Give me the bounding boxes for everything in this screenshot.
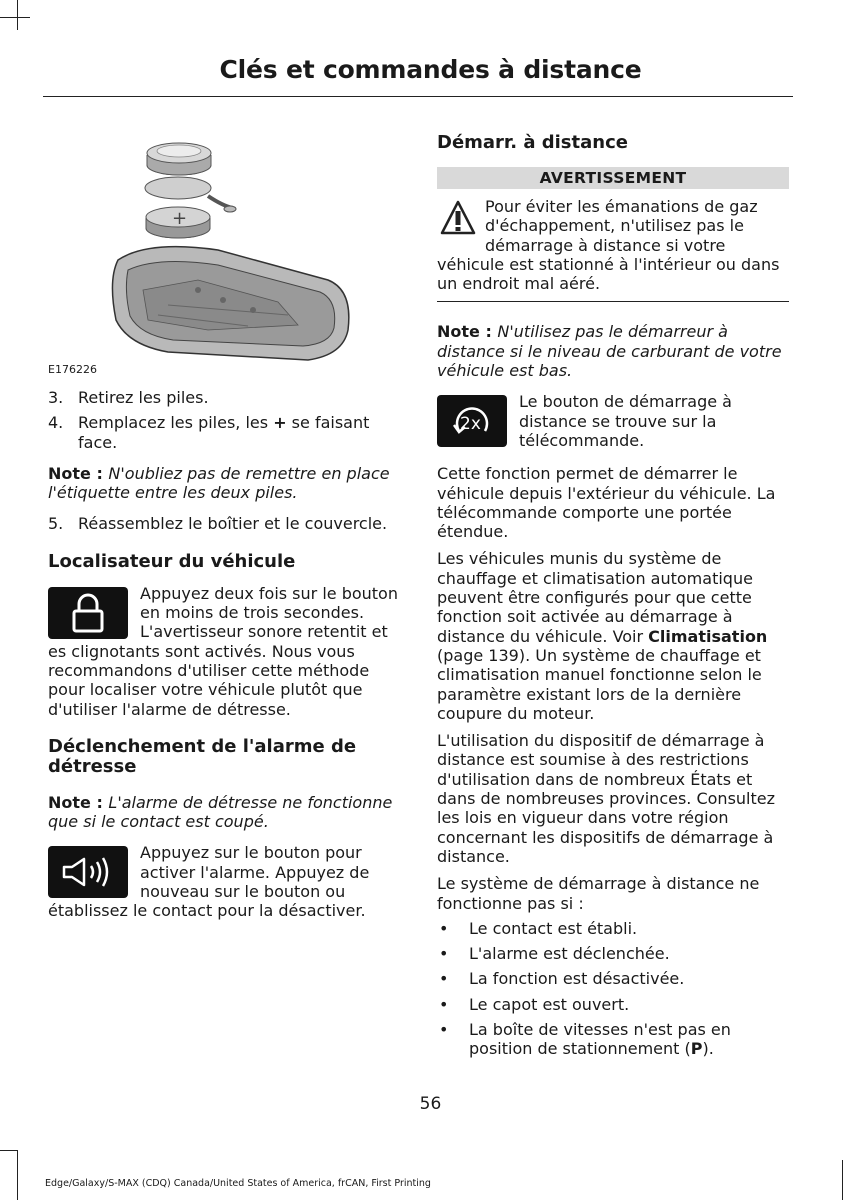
crop-mark <box>17 1150 18 1200</box>
warning-block <box>437 197 789 302</box>
paragraph: Cette fonction permet de démarrer le véhicule depuis l'extérieur du véhicule. La télécommande comporte une portée étendue. <box>437 464 776 542</box>
list-item: • Le contact est établi. <box>439 918 638 938</box>
crop-mark <box>842 1160 843 1200</box>
step-number: 4. <box>48 413 64 433</box>
warning-title: AVERTISSEMENT <box>437 167 789 189</box>
crop-mark <box>0 17 30 18</box>
remote-start-icon <box>437 395 507 447</box>
header-rule <box>43 96 793 97</box>
paragraph: L'utilisation du dispositif de démarrage à distance est soumise à des restrictions d'utilisation dans de nombreux États et dans de nombreuses provinces. Consultez les lois en vigueur dans votre région concernant les dispositifs de démarrage à distance. <box>437 731 776 866</box>
crop-mark <box>17 0 18 30</box>
list-item <box>48 388 403 407</box>
page-number: 56 <box>419 1094 442 1114</box>
note <box>48 793 403 832</box>
battery-figure <box>48 130 398 380</box>
note-text: N'utilisez pas le démarreur à distance si le niveau de carburant de votre véhicule est bas. <box>437 322 782 381</box>
page-title: Clés et commandes à distance <box>219 55 642 84</box>
note-text: N'oubliez pas de remettre en place l'étiquette entre les deux piles. <box>48 463 390 503</box>
right-column <box>437 133 789 1065</box>
step-number: 5. <box>48 514 64 534</box>
figure-label: E176226 <box>48 363 97 376</box>
paragraph: Les véhicules munis du système de chauffage et climatisation automatique peuvent être configurés pour que cette fonction soit activée au démarrage à distance du véhicule. Voir Climatisation (page 139). Un système de chauffage et climatisation manuel fonctionne selon le paramètre existant lors de la dernière coupure du moteur. <box>437 549 768 723</box>
horn-icon <box>48 846 128 898</box>
panic-block <box>48 843 403 920</box>
section-heading: Localisateur du véhicule <box>48 550 296 572</box>
svg-text:+: + <box>172 208 188 229</box>
step-number: 3. <box>48 388 64 407</box>
warning-triangle-icon <box>439 199 477 239</box>
crop-mark <box>0 1150 18 1151</box>
section-heading: Démarr. à distance <box>437 132 628 153</box>
note <box>437 322 789 380</box>
step-text: Remplacez les piles, les + se faisant face. <box>78 413 370 452</box>
locator-block <box>48 584 403 719</box>
step-text: Retirez les piles. <box>78 388 209 407</box>
left-column <box>48 388 403 921</box>
list-item: • L'alarme est déclenchée. <box>439 944 670 964</box>
svg-text:2x: 2x <box>460 414 481 435</box>
section-heading: Déclenchement de l'alarme de détresse <box>48 735 357 777</box>
footer: Edge/Galaxy/S-MAX (CDQ) Canada/United States of America, frCAN, First Printing <box>45 1178 431 1189</box>
button-info-block <box>437 392 789 450</box>
warning-text: Pour éviter les émanations de gaz d'échappement, n'utilisez pas le démarrage à distance si votre véhicule est stationné à l'intérieur ou dans un endroit mal aéré. <box>437 197 780 294</box>
button-info-text: Le bouton de démarrage à distance se trouve sur la télécommande. <box>519 392 732 450</box>
cross-reference-link[interactable]: Climatisation <box>648 626 768 646</box>
note-label: Note : <box>48 463 109 483</box>
bullet-list <box>437 919 789 1059</box>
lock-icon <box>48 587 128 639</box>
list-item: • Le capot est ouvert. <box>439 994 630 1014</box>
panic-text: Appuyez sur le bouton pour activer l'alarme. Appuyez de nouveau sur le bouton ou établissez le contact pour la désactiver. <box>48 843 370 921</box>
note <box>48 464 403 503</box>
paragraph: Le système de démarrage à distance ne fonctionne pas si : <box>437 874 760 913</box>
note-text: L'alarme de détresse ne fonctionne que si le contact est coupé. <box>48 792 393 832</box>
list-item: • La fonction est désactivée. <box>439 969 685 989</box>
list-item <box>48 514 403 533</box>
list-item: • La boîte de vitesses n'est pas en position de stationnement (P). <box>439 1019 731 1059</box>
step-text: Réassemblez le boîtier et le couvercle. <box>78 514 388 534</box>
locator-text: Appuyez deux fois sur le bouton en moins de trois secondes. L'avertisseur sonore retentit et es clignotants sont activés. Nous vous recommandons d'utiliser cette méthode pour localiser votre véhicule plutôt que d'utiliser l'alarme de détresse. <box>48 583 398 719</box>
list-item <box>48 413 403 452</box>
note-label: Note : <box>437 322 498 342</box>
battery-replacement-illustration <box>48 130 398 380</box>
note-label: Note : <box>48 792 109 812</box>
